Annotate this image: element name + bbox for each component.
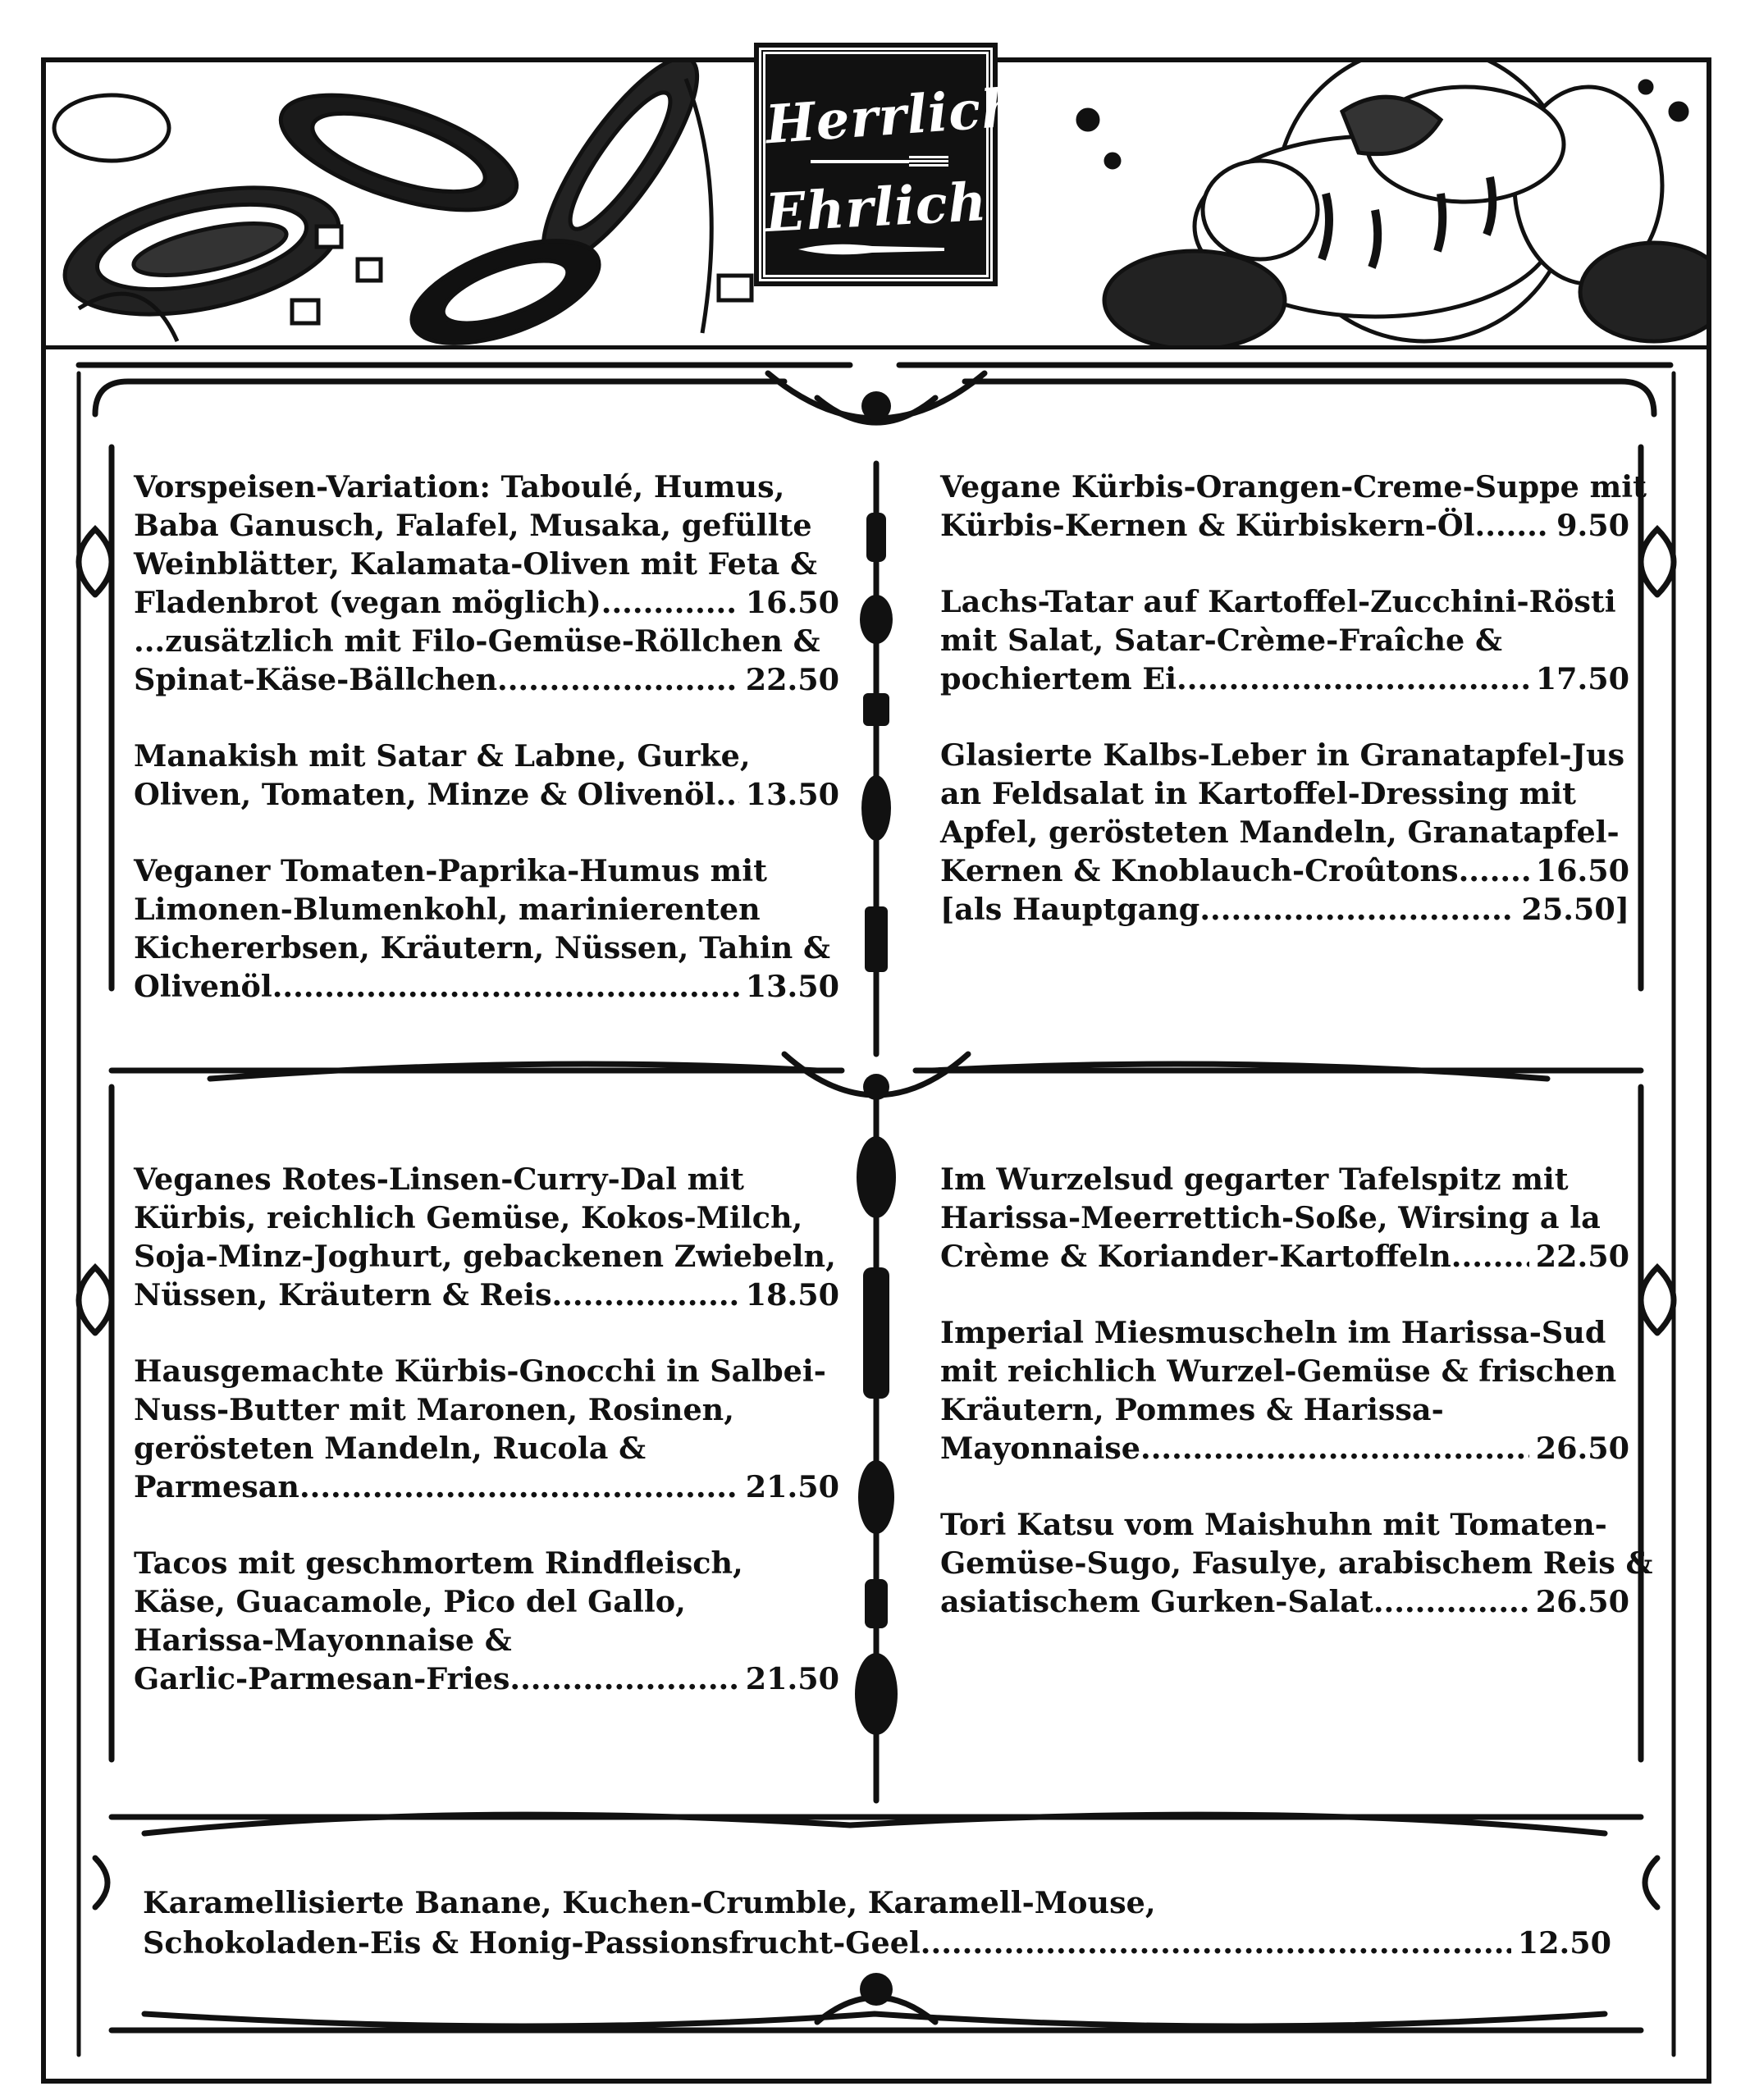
- item-price-line: [940, 851, 1629, 890]
- logo: [759, 48, 1022, 281]
- item-line: Harissa-Meerrettich-Soße, Wirsing a la: [940, 1200, 1601, 1235]
- item-line: Im Wurzelsud gegarter Tafelspitz mit: [940, 1162, 1569, 1197]
- item-line: Vegane Kürbis-Orangen-Creme-Suppe mit: [940, 469, 1647, 504]
- dot-leader: [497, 660, 739, 699]
- item-line: Kichererbsen, Kräutern, Nüssen, Tahin &: [134, 930, 830, 966]
- item-line: Crème & Koriander-Kartoffeln: [940, 1239, 1451, 1274]
- menu-item-manakish: [134, 737, 839, 814]
- item-line: Kernen & Knoblauch-Croûtons: [940, 853, 1459, 888]
- item-price: 22.50: [745, 662, 839, 697]
- item-line: Apfel, gerösteten Mandeln, Granatapfel-: [940, 815, 1620, 850]
- item-price-line: [940, 1582, 1629, 1621]
- logo-text-top: Herrlich: [763, 76, 1022, 157]
- item-price: 12.50: [1517, 1925, 1611, 1961]
- item-line: an Feldsalat in Kartoffel-Dressing mit: [940, 776, 1577, 811]
- menu-item-tacos: [134, 1544, 839, 1698]
- fork-icon: [811, 154, 950, 169]
- item-line: ...zusätzlich mit Filo-Gemüse-Röllchen &: [134, 623, 820, 659]
- logo-text-bottom: Ehrlich: [764, 171, 989, 244]
- starters-left-column: [134, 468, 839, 1043]
- item-line: Veganes Rotes-Linsen-Curry-Dal mit: [134, 1162, 744, 1197]
- item-price-line: [134, 775, 839, 814]
- item-line: mit reichlich Wurzel-Gemüse & frischen: [940, 1354, 1617, 1389]
- item-line: Veganer Tomaten-Paprika-Humus mit: [134, 853, 768, 888]
- item-price: 26.50: [1535, 1584, 1629, 1619]
- item-price: 21.50: [745, 1469, 839, 1504]
- item-price: 16.50: [745, 585, 839, 620]
- starters-right-column: [940, 468, 1647, 966]
- item-line: Fladenbrot (vegan möglich): [134, 585, 601, 620]
- item-line: Käse, Guacamole, Pico del Gallo,: [134, 1584, 686, 1619]
- dot-leader: [715, 775, 738, 814]
- item-line: Nüssen, Kräutern & Reis: [134, 1277, 552, 1312]
- menu-item-kuerbis-suppe: [940, 468, 1647, 545]
- item-price: 18.50: [745, 1277, 839, 1312]
- dot-leader: [1199, 890, 1515, 929]
- item-line: Oliven, Tomaten, Minze & Olivenöl: [134, 777, 716, 812]
- knife-icon: [798, 241, 946, 258]
- item-line: Hausgemachte Kürbis-Gnocchi in Salbei-: [134, 1354, 826, 1389]
- item-line: mit Salat, Satar-Crème-Fraîche &: [940, 623, 1502, 658]
- item-line: Schokoladen-Eis & Honig-Passionsfrucht-Geel: [143, 1925, 921, 1961]
- mains-right-column: [940, 1160, 1653, 1659]
- item-line: Soja-Minz-Joghurt, gebackenen Zwiebeln,: [134, 1239, 836, 1274]
- item-line: Karamellisierte Banane, Kuchen-Crumble, Karamell-Mouse,: [143, 1885, 1156, 1920]
- item-line: Imperial Miesmuscheln im Harissa-Sud: [940, 1315, 1606, 1350]
- menu-item-vorspeisen-variation: [134, 468, 839, 699]
- item-price: 21.50: [745, 1661, 839, 1696]
- dot-leader: [509, 1659, 738, 1698]
- item-line: Lachs-Tatar auf Kartoffel-Zucchini-Rösti: [940, 584, 1616, 619]
- item-price: 13.50: [745, 777, 839, 812]
- item-line: asiatischem Gurken-Salat: [940, 1584, 1373, 1619]
- item-line: Parmesan: [134, 1469, 299, 1504]
- item-line: Vorspeisen-Variation: Taboulé, Humus,: [134, 469, 785, 504]
- item-price-line: [940, 890, 1629, 929]
- item-line: [als Hauptgang: [940, 892, 1200, 927]
- item-price-line: [134, 583, 839, 622]
- dot-leader: [1459, 851, 1529, 890]
- item-line: Weinblätter, Kalamata-Oliven mit Feta &: [134, 546, 817, 582]
- dot-leader: [299, 1468, 739, 1506]
- dessert-section: [143, 1883, 1611, 1963]
- item-line: Kürbis, reichlich Gemüse, Kokos-Milch,: [134, 1200, 803, 1235]
- item-line: Spinat-Käse-Bällchen: [134, 662, 497, 697]
- dot-leader: [1475, 506, 1551, 545]
- item-price-line: [134, 1468, 839, 1506]
- item-line: Manakish mit Satar & Labne, Gurke,: [134, 738, 751, 774]
- menu-item-miesmuscheln: [940, 1313, 1629, 1468]
- dot-leader: [552, 1276, 739, 1314]
- item-price: 25.50]: [1521, 892, 1629, 927]
- dot-leader: [1373, 1582, 1529, 1621]
- menu-item-kuerbis-gnocchi: [134, 1352, 839, 1506]
- potato-dish-illustration: [1022, 62, 1707, 345]
- item-price-line: [134, 967, 839, 1006]
- item-price: 26.50: [1535, 1431, 1629, 1466]
- dot-leader: [1177, 660, 1529, 698]
- item-price: 17.50: [1535, 661, 1629, 696]
- item-price: 9.50: [1556, 508, 1629, 543]
- item-price-line: [134, 1659, 839, 1698]
- item-price: 22.50: [1535, 1239, 1629, 1274]
- item-line: Kräutern, Pommes & Harissa-: [940, 1392, 1444, 1427]
- item-line: Tacos mit geschmortem Rindfleisch,: [134, 1545, 743, 1581]
- item-line: Olivenöl: [134, 969, 272, 1004]
- menu-item-linsen-curry: [134, 1160, 839, 1314]
- menu-item-kalbs-leber: [940, 736, 1629, 929]
- item-line: Tori Katsu vom Maishuhn mit Tomaten-: [940, 1507, 1607, 1542]
- item-price-line: [940, 1237, 1629, 1276]
- item-line: Harissa-Mayonnaise &: [134, 1623, 512, 1658]
- item-line: gerösteten Mandeln, Rucola &: [134, 1431, 647, 1466]
- menu-item-lachs-tatar: [940, 582, 1629, 698]
- item-price-line: [134, 1276, 839, 1314]
- item-price-line: [940, 1429, 1629, 1468]
- item-price-line: [940, 660, 1629, 698]
- item-line: Garlic-Parmesan-Fries: [134, 1661, 510, 1696]
- mains-left-column: [134, 1160, 839, 1736]
- dot-leader: [1451, 1237, 1529, 1276]
- item-line: Nuss-Butter mit Maronen, Rosinen,: [134, 1392, 734, 1427]
- item-price: 16.50: [1535, 853, 1629, 888]
- dot-leader: [601, 583, 739, 622]
- menu-item-tori-katsu: [940, 1505, 1653, 1621]
- item-price-line: [940, 506, 1629, 545]
- menu-frame: [41, 57, 1711, 2084]
- dot-leader: [272, 967, 739, 1006]
- item-line: pochiertem Ei: [940, 661, 1177, 696]
- item-line: Baba Ganusch, Falafel, Musaka, gefüllte: [134, 508, 812, 543]
- item-line: Kürbis-Kernen & Kürbiskern-Öl: [940, 508, 1475, 543]
- menu-item-humus: [134, 851, 839, 1006]
- item-line: Mayonnaise: [940, 1431, 1140, 1466]
- item-line: Glasierte Kalbs-Leber in Granatapfel-Jus: [940, 737, 1625, 773]
- item-price: 13.50: [745, 969, 839, 1004]
- dot-leader: [1140, 1429, 1529, 1468]
- item-line: Limonen-Blumenkohl, marinierenten: [134, 892, 761, 927]
- item-line: Gemüse-Sugo, Fasulye, arabischem Reis &: [940, 1545, 1653, 1581]
- item-price-line: [134, 660, 839, 699]
- dot-leader: [921, 1923, 1511, 1963]
- menu-item-tafelspitz: [940, 1160, 1629, 1276]
- item-price-line: [143, 1923, 1611, 1963]
